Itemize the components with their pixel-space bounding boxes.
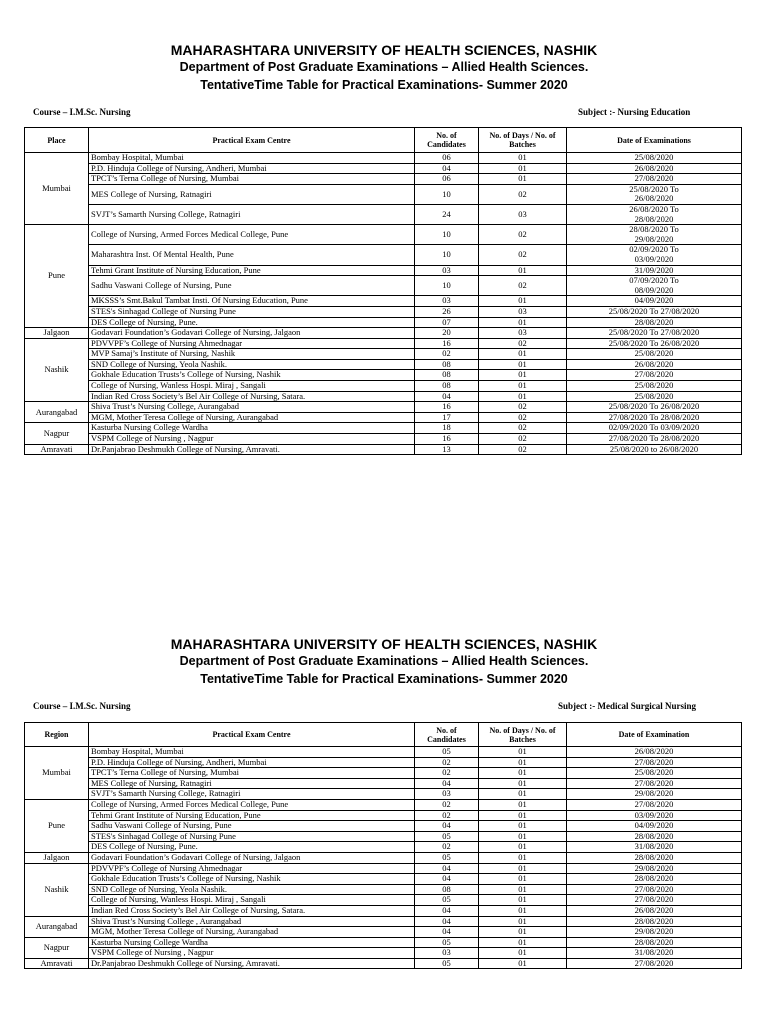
centre-cell: SND College of Nursing, Yeola Nashik. bbox=[89, 359, 415, 370]
candidates-cell: 05 bbox=[415, 852, 479, 863]
days-cell: 01 bbox=[479, 391, 567, 402]
place-cell: Jalgaon bbox=[25, 328, 89, 339]
date-cell: 27/08/2020 bbox=[567, 884, 742, 895]
days-cell: 01 bbox=[479, 958, 567, 969]
days-cell: 01 bbox=[479, 789, 567, 800]
table-row bbox=[25, 204, 742, 224]
centre-cell: College of Nursing, Armed Forces Medical College, Pune bbox=[89, 799, 415, 810]
candidates-cell: 02 bbox=[415, 799, 479, 810]
table-row bbox=[25, 391, 742, 402]
candidates-cell: 04 bbox=[415, 778, 479, 789]
date-cell: 29/08/2020 bbox=[567, 789, 742, 800]
centre-cell: Sadhu Vaswani College of Nursing, Pune bbox=[89, 276, 415, 296]
centre-cell: Gokhale Education Trusts’s College of Nursing, Nashik bbox=[89, 370, 415, 381]
days-cell: 01 bbox=[479, 852, 567, 863]
place-cell: Aurangabad bbox=[25, 916, 89, 937]
candidates-cell: 02 bbox=[415, 349, 479, 360]
days-cell: 01 bbox=[479, 863, 567, 874]
centre-cell: Kasturba Nursing College Wardha bbox=[89, 937, 415, 948]
col-header-days-batches: No. of Days / No. of Batches bbox=[479, 723, 567, 747]
date-cell: 31/08/2020 bbox=[567, 948, 742, 959]
table-row bbox=[25, 937, 742, 948]
days-cell: 01 bbox=[479, 821, 567, 832]
candidates-cell: 24 bbox=[415, 204, 479, 224]
candidates-cell: 16 bbox=[415, 434, 479, 445]
date-cell: 26/08/2020 To 28/08/2020 bbox=[567, 204, 742, 224]
place-cell: Aurangabad bbox=[25, 402, 89, 423]
date-cell: 07/09/2020 To 08/09/2020 bbox=[567, 276, 742, 296]
place-cell: Amravati bbox=[25, 958, 89, 969]
table-row bbox=[25, 265, 742, 276]
date-cell: 29/08/2020 bbox=[567, 927, 742, 938]
timetable-title: TentativeTime Table for Practical Examinations- Summer 2020 bbox=[200, 78, 568, 92]
place-cell: Nashik bbox=[25, 338, 89, 402]
days-cell: 01 bbox=[479, 174, 567, 185]
days-cell: 01 bbox=[479, 757, 567, 768]
candidates-cell: 02 bbox=[415, 768, 479, 779]
date-cell: 28/08/2020 bbox=[567, 852, 742, 863]
candidates-cell: 05 bbox=[415, 747, 479, 758]
days-cell: 01 bbox=[479, 778, 567, 789]
place-cell: Amravati bbox=[25, 444, 89, 455]
days-cell: 02 bbox=[479, 338, 567, 349]
date-cell: 25/08/2020 bbox=[567, 349, 742, 360]
centre-cell: P.D. Hinduja College of Nursing, Andheri, Mumbai bbox=[89, 163, 415, 174]
candidates-cell: 02 bbox=[415, 757, 479, 768]
days-cell: 02 bbox=[479, 402, 567, 413]
table-row bbox=[25, 296, 742, 307]
table-row bbox=[25, 184, 742, 204]
centre-cell: Dr.Panjabrao Deshmukh College of Nursing, Amravati. bbox=[89, 444, 415, 455]
date-cell: 28/08/2020 To 29/08/2020 bbox=[567, 225, 742, 245]
date-cell: 25/08/2020 bbox=[567, 153, 742, 164]
centre-cell: Godavari Foundation’s Godavari College of Nursing, Jalgaon bbox=[89, 852, 415, 863]
date-cell: 27/08/2020 bbox=[567, 778, 742, 789]
candidates-cell: 26 bbox=[415, 306, 479, 317]
table-row bbox=[25, 370, 742, 381]
table-row bbox=[25, 402, 742, 413]
date-cell: 27/08/2020 bbox=[567, 799, 742, 810]
centre-cell: Dr.Panjabrao Deshmukh College of Nursing, Amravati. bbox=[89, 958, 415, 969]
table-row bbox=[25, 884, 742, 895]
candidates-cell: 16 bbox=[415, 338, 479, 349]
col-header-date: Date of Examination bbox=[567, 723, 742, 747]
date-cell: 28/08/2020 bbox=[567, 317, 742, 328]
centre-cell: Shiva Trust’s Nursing College, Aurangabad bbox=[89, 402, 415, 413]
place-cell: Nashik bbox=[25, 863, 89, 916]
date-cell: 25/08/2020 To 26/08/2020 bbox=[567, 338, 742, 349]
candidates-cell: 03 bbox=[415, 948, 479, 959]
days-cell: 01 bbox=[479, 874, 567, 885]
days-cell: 02 bbox=[479, 245, 567, 265]
candidates-cell: 04 bbox=[415, 391, 479, 402]
table-row bbox=[25, 306, 742, 317]
table-row bbox=[25, 444, 742, 455]
col-header-place: Place bbox=[25, 128, 89, 153]
date-cell: 25/08/2020 bbox=[567, 768, 742, 779]
days-cell: 02 bbox=[479, 434, 567, 445]
table-row bbox=[25, 174, 742, 185]
centre-cell: STES's Sinhagad College of Nursing Pune bbox=[89, 831, 415, 842]
date-cell: 25/08/2020 bbox=[567, 391, 742, 402]
exam-timetable-nursing-education bbox=[24, 127, 742, 455]
days-cell: 01 bbox=[479, 349, 567, 360]
days-cell: 01 bbox=[479, 747, 567, 758]
col-header-days-batches: No. of Days / No. of Batches bbox=[479, 128, 567, 153]
candidates-cell: 04 bbox=[415, 927, 479, 938]
days-cell: 01 bbox=[479, 370, 567, 381]
centre-cell: College of Nursing, Armed Forces Medical College, Pune bbox=[89, 225, 415, 245]
date-cell: 26/08/2020 bbox=[567, 359, 742, 370]
date-cell: 04/09/2020 bbox=[567, 821, 742, 832]
centre-cell: Shiva Trust’s Nursing College , Aurangabad bbox=[89, 916, 415, 927]
date-cell: 27/08/2020 bbox=[567, 370, 742, 381]
days-cell: 01 bbox=[479, 895, 567, 906]
date-cell: 28/08/2020 bbox=[567, 831, 742, 842]
centre-cell: MES College of Nursing, Ratnagiri bbox=[89, 184, 415, 204]
date-cell: 31/09/2020 bbox=[567, 265, 742, 276]
candidates-cell: 13 bbox=[415, 444, 479, 455]
table-row bbox=[25, 810, 742, 821]
date-cell: 27/08/2020 bbox=[567, 757, 742, 768]
table-row bbox=[25, 225, 742, 245]
candidates-cell: 10 bbox=[415, 184, 479, 204]
date-cell: 28/08/2020 bbox=[567, 937, 742, 948]
days-cell: 01 bbox=[479, 381, 567, 392]
centre-cell: TPCT’s Terna College of Nursing, Mumbai bbox=[89, 174, 415, 185]
table-row bbox=[25, 768, 742, 779]
days-cell: 02 bbox=[479, 184, 567, 204]
centre-cell: Maharashtra Inst. Of Mental Health, Pune bbox=[89, 245, 415, 265]
centre-cell: College of Nursing, Wanless Hospi. Miraj , Sangali bbox=[89, 895, 415, 906]
candidates-cell: 05 bbox=[415, 937, 479, 948]
candidates-cell: 10 bbox=[415, 245, 479, 265]
days-cell: 03 bbox=[479, 306, 567, 317]
candidates-cell: 04 bbox=[415, 863, 479, 874]
days-cell: 01 bbox=[479, 265, 567, 276]
col-header-candidates: No. of Candidates bbox=[415, 128, 479, 153]
table-row bbox=[25, 927, 742, 938]
table-row bbox=[25, 778, 742, 789]
date-cell: 27/08/2020 bbox=[567, 174, 742, 185]
candidates-cell: 07 bbox=[415, 317, 479, 328]
col-header-candidates: No. of Candidates bbox=[415, 723, 479, 747]
candidates-cell: 04 bbox=[415, 874, 479, 885]
candidates-cell: 20 bbox=[415, 328, 479, 339]
table-row bbox=[25, 863, 742, 874]
centre-cell: Indian Red Cross Society’s Bel Air College of Nursing, Satara. bbox=[89, 905, 415, 916]
centre-cell: Indian Red Cross Society’s Bel Air College of Nursing, Satara. bbox=[89, 391, 415, 402]
table-row bbox=[25, 757, 742, 768]
candidates-cell: 05 bbox=[415, 831, 479, 842]
days-cell: 01 bbox=[479, 317, 567, 328]
table-header-row bbox=[25, 128, 742, 153]
candidates-cell: 08 bbox=[415, 370, 479, 381]
table-row bbox=[25, 434, 742, 445]
days-cell: 01 bbox=[479, 842, 567, 853]
date-cell: 03/09/2020 bbox=[567, 810, 742, 821]
candidates-cell: 08 bbox=[415, 359, 479, 370]
table-row bbox=[25, 821, 742, 832]
days-cell: 02 bbox=[479, 276, 567, 296]
date-cell: 27/08/2020 To 28/08/2020 bbox=[567, 412, 742, 423]
col-header-region: Region bbox=[25, 723, 89, 747]
days-cell: 01 bbox=[479, 831, 567, 842]
days-cell: 01 bbox=[479, 916, 567, 927]
date-cell: 25/08/2020 To 27/08/2020 bbox=[567, 306, 742, 317]
date-cell: 25/08/2020 To 27/08/2020 bbox=[567, 328, 742, 339]
centre-cell: Sadhu Vaswani College of Nursing, Pune bbox=[89, 821, 415, 832]
candidates-cell: 02 bbox=[415, 810, 479, 821]
candidates-cell: 05 bbox=[415, 895, 479, 906]
centre-cell: MGM, Mother Teresa College of Nursing, Aurangabad bbox=[89, 412, 415, 423]
table-row bbox=[25, 317, 742, 328]
table-row bbox=[25, 412, 742, 423]
days-cell: 01 bbox=[479, 948, 567, 959]
department-subtitle: Department of Post Graduate Examinations – Allied Health Sciences. bbox=[179, 60, 589, 74]
table-row bbox=[25, 245, 742, 265]
candidates-cell: 10 bbox=[415, 276, 479, 296]
candidates-cell: 18 bbox=[415, 423, 479, 434]
candidates-cell: 04 bbox=[415, 916, 479, 927]
date-cell: 26/08/2020 bbox=[567, 747, 742, 758]
centre-cell: College of Nursing, Wanless Hospi. Miraj , Sangali bbox=[89, 381, 415, 392]
table-row bbox=[25, 381, 742, 392]
table-row bbox=[25, 916, 742, 927]
days-cell: 02 bbox=[479, 423, 567, 434]
centre-cell: MES College of Nursing, Ratnagiri bbox=[89, 778, 415, 789]
date-cell: 31/08/2020 bbox=[567, 842, 742, 853]
days-cell: 01 bbox=[479, 937, 567, 948]
department-subtitle: Department of Post Graduate Examinations – Allied Health Sciences. bbox=[179, 654, 589, 668]
table-row bbox=[25, 328, 742, 339]
table-header-row bbox=[25, 723, 742, 747]
candidates-cell: 08 bbox=[415, 381, 479, 392]
days-cell: 03 bbox=[479, 204, 567, 224]
candidates-cell: 04 bbox=[415, 163, 479, 174]
date-cell: 26/08/2020 bbox=[567, 905, 742, 916]
timetable-title: TentativeTime Table for Practical Examinations- Summer 2020 bbox=[200, 672, 568, 686]
centre-cell: PDVVPF’s College of Nursing Ahmednagar bbox=[89, 863, 415, 874]
centre-cell: PDVVPF’s College of Nursing Ahmednagar bbox=[89, 338, 415, 349]
candidates-cell: 03 bbox=[415, 789, 479, 800]
centre-cell: MVP Samaj’s Institute of Nursing, Nashik bbox=[89, 349, 415, 360]
table-row bbox=[25, 153, 742, 164]
days-cell: 02 bbox=[479, 412, 567, 423]
days-cell: 01 bbox=[479, 927, 567, 938]
date-cell: 25/08/2020 To 26/08/2020 bbox=[567, 402, 742, 413]
table-row bbox=[25, 359, 742, 370]
candidates-cell: 03 bbox=[415, 296, 479, 307]
candidates-cell: 04 bbox=[415, 821, 479, 832]
centre-cell: VSPM College of Nursing , Nagpur bbox=[89, 948, 415, 959]
table-row bbox=[25, 789, 742, 800]
place-cell: Pune bbox=[25, 225, 89, 328]
days-cell: 01 bbox=[479, 768, 567, 779]
days-cell: 01 bbox=[479, 884, 567, 895]
col-header-date: Date of Examinations bbox=[567, 128, 742, 153]
course-label: Course – I.M.Sc. Nursing bbox=[33, 107, 131, 117]
table-row bbox=[25, 276, 742, 296]
table-row bbox=[25, 905, 742, 916]
days-cell: 02 bbox=[479, 225, 567, 245]
date-cell: 04/09/2020 bbox=[567, 296, 742, 307]
days-cell: 01 bbox=[479, 163, 567, 174]
place-cell: Mumbai bbox=[25, 153, 89, 225]
days-cell: 03 bbox=[479, 328, 567, 339]
days-cell: 01 bbox=[479, 359, 567, 370]
subject-label: Subject :- Nursing Education bbox=[578, 107, 691, 117]
candidates-cell: 08 bbox=[415, 884, 479, 895]
date-cell: 25/08/2020 to 26/08/2020 bbox=[567, 444, 742, 455]
candidates-cell: 02 bbox=[415, 842, 479, 853]
exam-timetable-medical-surgical-nursing bbox=[24, 722, 742, 969]
candidates-cell: 04 bbox=[415, 905, 479, 916]
table-row bbox=[25, 349, 742, 360]
table-row bbox=[25, 163, 742, 174]
date-cell: 28/08/2020 bbox=[567, 916, 742, 927]
candidates-cell: 03 bbox=[415, 265, 479, 276]
date-cell: 02/09/2020 To 03/09/2020 bbox=[567, 423, 742, 434]
date-cell: 27/08/2020 bbox=[567, 895, 742, 906]
university-title: MAHARASHTARA UNIVERSITY OF HEALTH SCIENCES, NASHIK bbox=[170, 42, 598, 58]
date-cell: 02/09/2020 To 03/09/2020 bbox=[567, 245, 742, 265]
centre-cell: Kasturba Nursing College Wardha bbox=[89, 423, 415, 434]
date-cell: 27/08/2020 To 28/08/2020 bbox=[567, 434, 742, 445]
centre-cell: Tehmi Grant Institute of Nursing Education, Pune bbox=[89, 265, 415, 276]
centre-cell: STES's Sinhagad College of Nursing Pune bbox=[89, 306, 415, 317]
col-header-centre: Practical Exam Centre bbox=[89, 723, 415, 747]
date-cell: 25/08/2020 To 26/08/2020 bbox=[567, 184, 742, 204]
place-cell: Nagpur bbox=[25, 423, 89, 444]
centre-cell: Gokhale Education Trusts’s College of Nursing, Nashik bbox=[89, 874, 415, 885]
centre-cell: Bombay Hospital, Mumbai bbox=[89, 153, 415, 164]
table-row bbox=[25, 895, 742, 906]
centre-cell: SND College of Nursing, Yeola Nashik. bbox=[89, 884, 415, 895]
table-row bbox=[25, 874, 742, 885]
days-cell: 01 bbox=[479, 799, 567, 810]
place-cell: Nagpur bbox=[25, 937, 89, 958]
days-cell: 01 bbox=[479, 810, 567, 821]
centre-cell: P.D. Hinduja College of Nursing, Andheri, Mumbai bbox=[89, 757, 415, 768]
table-row bbox=[25, 423, 742, 434]
table-row bbox=[25, 799, 742, 810]
date-cell: 25/08/2020 bbox=[567, 381, 742, 392]
centre-cell: Godavari Foundation’s Godavari College of Nursing, Jalgaon bbox=[89, 328, 415, 339]
days-cell: 01 bbox=[479, 905, 567, 916]
date-cell: 26/08/2020 bbox=[567, 163, 742, 174]
centre-cell: SVJT’s Samarth Nursing College, Ratnagiri bbox=[89, 789, 415, 800]
centre-cell: Bombay Hospital, Mumbai bbox=[89, 747, 415, 758]
course-label: Course – I.M.Sc. Nursing bbox=[33, 701, 131, 711]
centre-cell: MKSSS’s Smt.Bakul Tambat Insti. Of Nursing Education, Pune bbox=[89, 296, 415, 307]
date-cell: 27/08/2020 bbox=[567, 958, 742, 969]
table-row bbox=[25, 948, 742, 959]
candidates-cell: 16 bbox=[415, 402, 479, 413]
centre-cell: Tehmi Grant Institute of Nursing Education, Pune bbox=[89, 810, 415, 821]
candidates-cell: 06 bbox=[415, 153, 479, 164]
date-cell: 29/08/2020 bbox=[567, 863, 742, 874]
table-row bbox=[25, 747, 742, 758]
candidates-cell: 17 bbox=[415, 412, 479, 423]
place-cell: Pune bbox=[25, 799, 89, 852]
table-row bbox=[25, 831, 742, 842]
centre-cell: MGM, Mother Teresa College of Nursing, Aurangabad bbox=[89, 927, 415, 938]
centre-cell: VSPM College of Nursing , Nagpur bbox=[89, 434, 415, 445]
table-row bbox=[25, 842, 742, 853]
candidates-cell: 05 bbox=[415, 958, 479, 969]
table-row bbox=[25, 338, 742, 349]
days-cell: 01 bbox=[479, 296, 567, 307]
candidates-cell: 10 bbox=[415, 225, 479, 245]
candidates-cell: 06 bbox=[415, 174, 479, 185]
table-row bbox=[25, 852, 742, 863]
table-row bbox=[25, 958, 742, 969]
place-cell: Mumbai bbox=[25, 747, 89, 800]
centre-cell: SVJT’s Samarth Nursing College, Ratnagiri bbox=[89, 204, 415, 224]
col-header-centre: Practical Exam Centre bbox=[89, 128, 415, 153]
days-cell: 02 bbox=[479, 444, 567, 455]
centre-cell: DES College of Nursing, Pune. bbox=[89, 842, 415, 853]
place-cell: Jalgaon bbox=[25, 852, 89, 863]
centre-cell: DES College of Nursing, Pune. bbox=[89, 317, 415, 328]
centre-cell: TPCT’s Terna College of Nursing, Mumbai bbox=[89, 768, 415, 779]
days-cell: 01 bbox=[479, 153, 567, 164]
subject-label: Subject :- Medical Surgical Nursing bbox=[558, 701, 696, 711]
date-cell: 28/08/2020 bbox=[567, 874, 742, 885]
university-title: MAHARASHTARA UNIVERSITY OF HEALTH SCIENCES, NASHIK bbox=[170, 636, 598, 652]
